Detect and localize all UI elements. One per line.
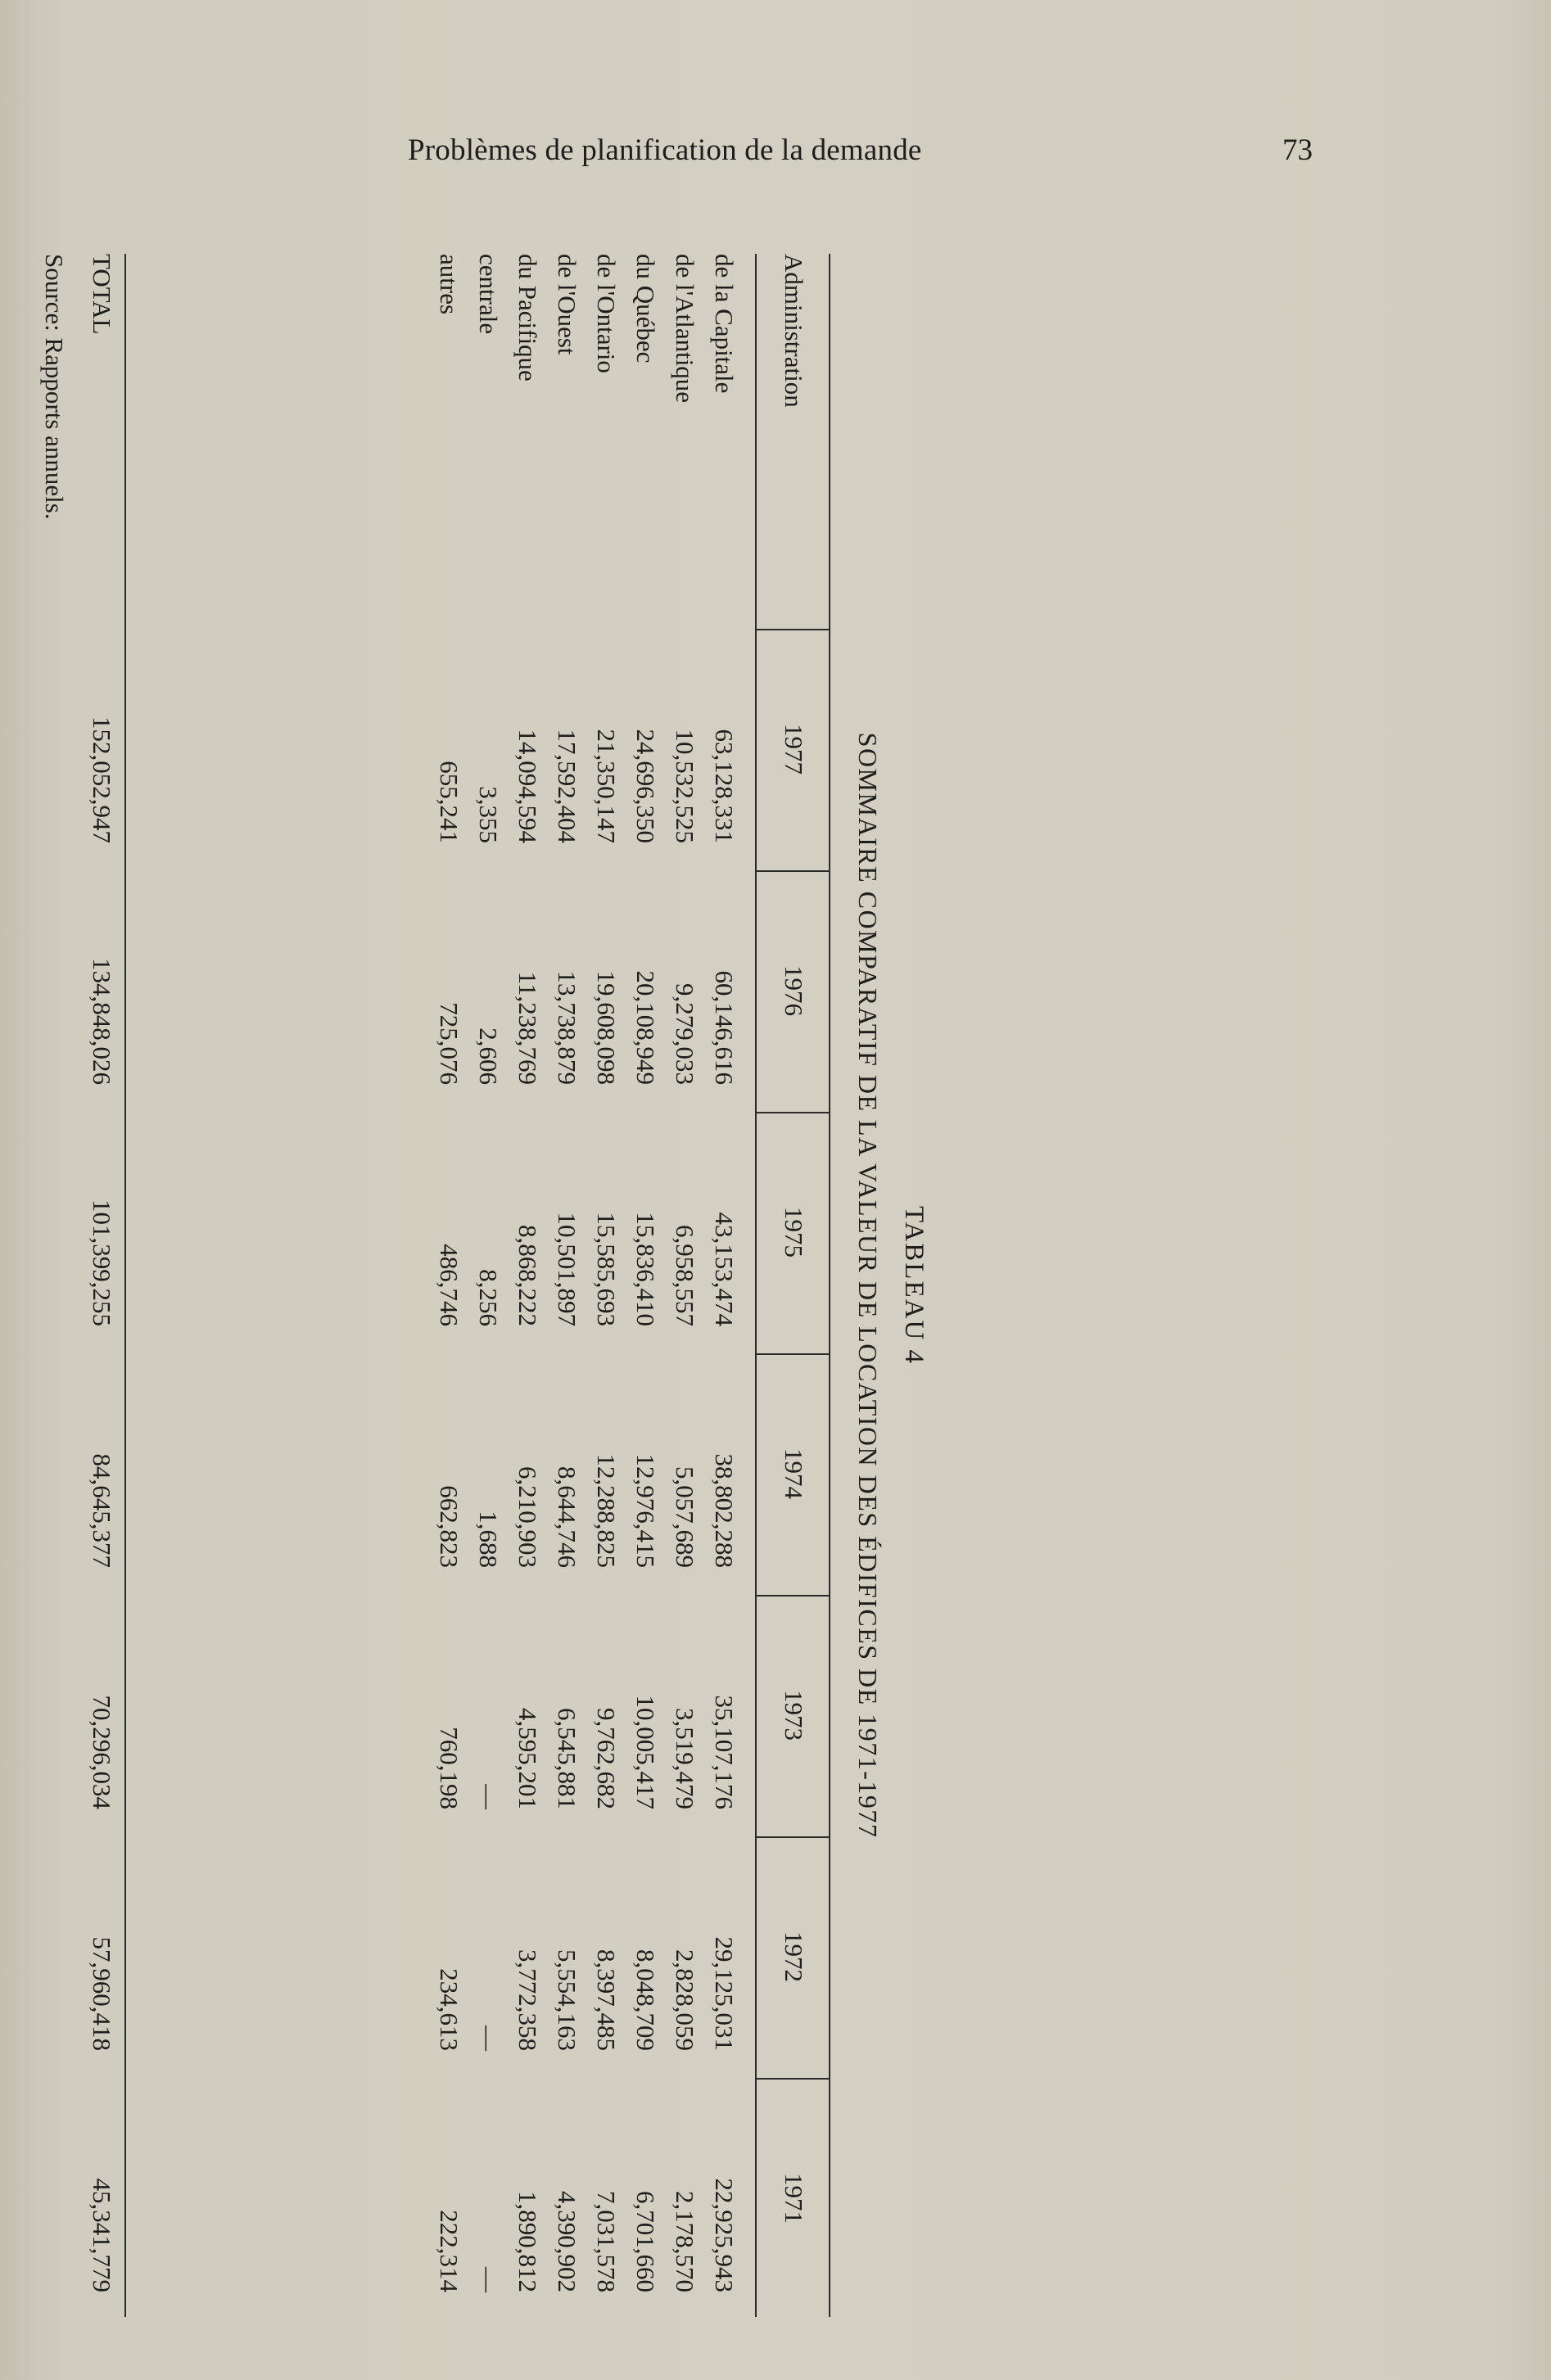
column-header-year: 1973 <box>780 1690 808 1741</box>
row-label: de l'Atlantique <box>671 254 699 404</box>
column-header-year: 1972 <box>780 1931 808 1982</box>
table-cell: 6,958,557 <box>671 1225 699 1326</box>
table-cell: 17,592,404 <box>553 729 581 843</box>
row-label: du Québec <box>631 254 660 364</box>
table-cell: 6,210,903 <box>513 1466 542 1568</box>
row-label: de l'Ontario <box>592 254 621 373</box>
table-cell: 43,153,474 <box>710 1212 739 1326</box>
table-cell: 5,057,689 <box>671 1466 699 1568</box>
table-cell: — <box>474 2267 503 2292</box>
table-cell: 12,288,825 <box>592 1453 621 1568</box>
table-cell: 6,545,881 <box>553 1708 581 1809</box>
table-cell: 10,501,897 <box>553 1212 581 1326</box>
table-cell: 63,128,331 <box>710 729 739 843</box>
column-header-administration: Administration <box>780 254 808 408</box>
column-header-year: 1976 <box>780 965 808 1016</box>
table-cell: 9,762,682 <box>592 1708 621 1809</box>
table-source-note: Source: Rapports annuels. <box>40 254 69 520</box>
table-cell: 8,868,222 <box>513 1225 542 1326</box>
total-cell: 134,848,026 <box>88 958 116 1085</box>
table-cell: — <box>474 2025 503 2051</box>
table-cell: 38,802,288 <box>710 1453 739 1568</box>
table-cell: 15,585,693 <box>592 1212 621 1326</box>
row-label: de la Capitale <box>710 254 739 394</box>
table-cell: 10,532,525 <box>671 729 699 843</box>
total-label: TOTAL <box>88 254 116 335</box>
row-label: de l'Ouest <box>553 254 581 355</box>
total-cell: 57,960,418 <box>88 1936 116 2051</box>
row-label: centrale <box>474 254 503 335</box>
total-cell: 101,399,255 <box>88 1199 116 1326</box>
table-cell: 3,355 <box>474 786 503 843</box>
table-cell: 760,198 <box>435 1727 463 1809</box>
table-cell: 8,397,485 <box>592 1949 621 2051</box>
table-cell: 22,925,943 <box>710 2178 739 2292</box>
table-cell: 19,608,098 <box>592 970 621 1085</box>
table-cell: 5,554,163 <box>553 1949 581 2051</box>
table-cell: 29,125,031 <box>710 1936 739 2051</box>
column-header-year: 1974 <box>780 1448 808 1499</box>
table-area <box>0 254 953 2317</box>
total-cell: 152,052,947 <box>88 716 116 843</box>
table-cell: 3,519,479 <box>671 1708 699 1809</box>
table-cell: 13,738,879 <box>553 970 581 1085</box>
table-cell: 3,772,358 <box>513 1949 542 2051</box>
table-cell: 8,048,709 <box>631 1949 660 2051</box>
table-cell: 4,390,902 <box>553 2191 581 2292</box>
table-cell: 2,178,570 <box>671 2191 699 2292</box>
table-cell: 1,890,812 <box>513 2191 542 2292</box>
total-cell: 45,341,779 <box>88 2178 116 2292</box>
table-cell: 662,823 <box>435 1485 463 1568</box>
running-header <box>0 133 1551 182</box>
table-cell: 12,976,415 <box>631 1453 660 1568</box>
total-cell: 84,645,377 <box>88 1453 116 1568</box>
table-cell: 20,108,949 <box>631 970 660 1085</box>
table-cell: 222,314 <box>435 2210 463 2292</box>
table-cell: 1,688 <box>474 1511 503 1568</box>
table-cell: — <box>474 1784 503 1809</box>
table-cell: 234,613 <box>435 1968 463 2051</box>
table-cell: 9,279,033 <box>671 983 699 1085</box>
table-cell: 11,238,769 <box>513 971 542 1085</box>
row-label: autres <box>435 254 463 315</box>
table-cell: 655,241 <box>435 761 463 843</box>
table-cell: 15,836,410 <box>631 1212 660 1326</box>
table-title: SOMMAIRE COMPARATIF DE LA VALEUR DE LOCATION DES ÉDIFICES DE 1971-1977 <box>853 732 883 1839</box>
total-rule <box>124 254 126 2317</box>
table-cell: 4,595,201 <box>513 1708 542 1809</box>
column-header-year: 1971 <box>780 2173 808 2224</box>
row-label: du Pacifique <box>513 254 542 382</box>
column-header-year: 1977 <box>780 724 808 775</box>
table-cell: 725,076 <box>435 1002 463 1085</box>
table-cell: 8,256 <box>474 1269 503 1326</box>
table-cell: 14,094,594 <box>513 729 542 843</box>
table-cell: 60,146,616 <box>710 970 739 1085</box>
table-label: TABLEAU 4 <box>899 1205 929 1366</box>
table-cell: 21,350,147 <box>592 729 621 843</box>
table-cell: 2,828,059 <box>671 1949 699 2051</box>
table-cell: 2,606 <box>474 1027 503 1085</box>
total-cell: 70,296,034 <box>88 1695 116 1809</box>
column-header-year: 1975 <box>780 1207 808 1258</box>
table-cell: 35,107,176 <box>710 1695 739 1809</box>
page-number: 73 <box>1282 133 1313 167</box>
rotated-table-block <box>0 254 953 2317</box>
table-cell: 8,644,746 <box>553 1466 581 1568</box>
table-cell: 10,005,417 <box>631 1695 660 1809</box>
table-cell: 486,746 <box>435 1244 463 1326</box>
running-title: Problèmes de planification de la demande <box>408 133 922 167</box>
table-cell: 7,031,578 <box>592 2191 621 2292</box>
table-cell: 6,701,660 <box>631 2191 660 2292</box>
table-cell: 24,696,350 <box>631 729 660 843</box>
